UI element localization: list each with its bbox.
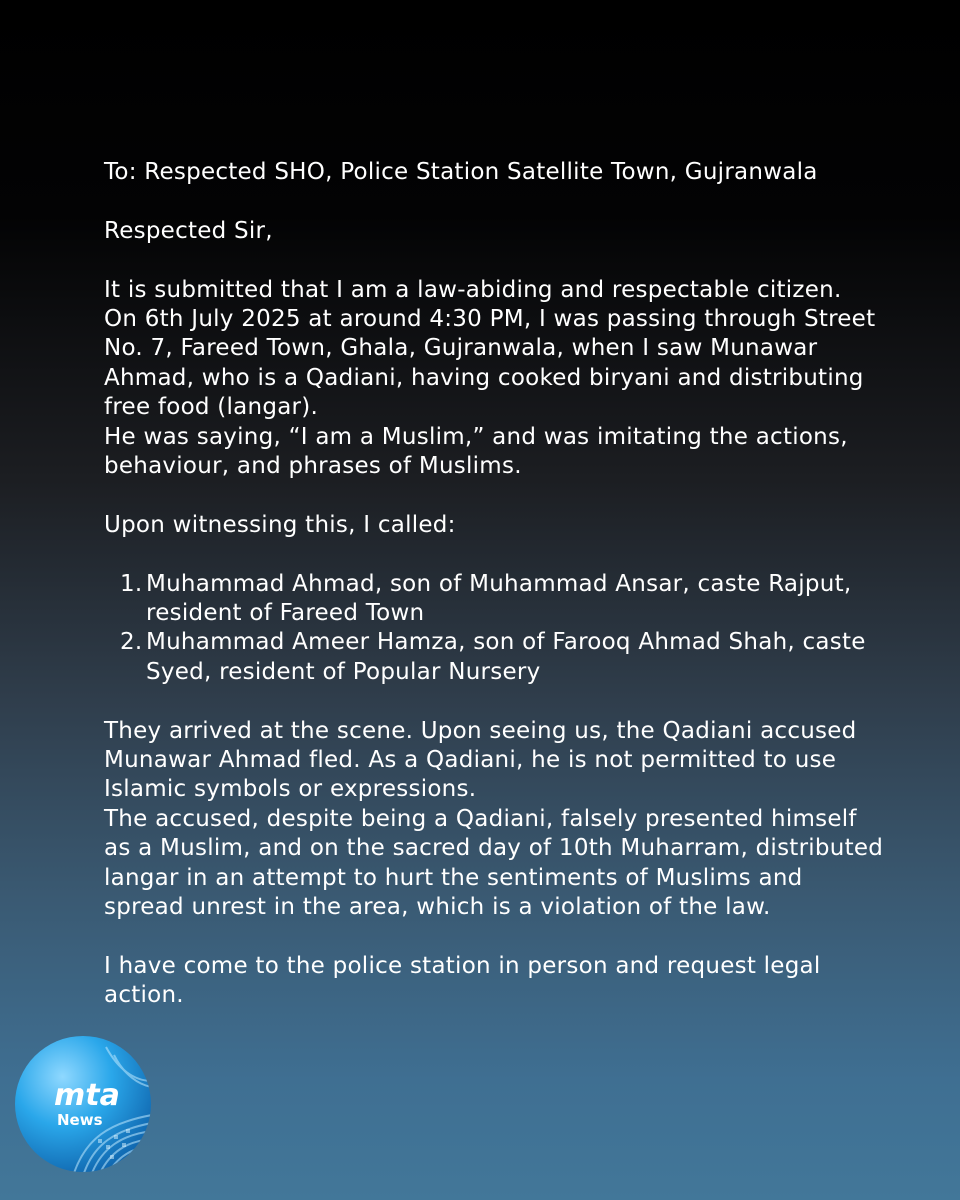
letter-paragraph-2: They arrived at the scene. Upon seeing us, the Qadiani accused Munawar Ahmad fled. As a Qadiani, he is not permitted to use Islamic symbols or expressions. The accused, despite being a Qadiani, falsely presented himself as a Muslim, and on the sacred day of 10th Muharram, distributed langar in an attempt to hurt the sentiments of Muslims and spread unrest in the area, which is a violation of the law. xyxy=(104,717,884,921)
letter-intro-called: Upon witnessing this, I called: xyxy=(104,511,456,538)
logo-subtitle-text: News xyxy=(57,1111,103,1129)
letter-paragraph-1: It is submitted that I am a law-abiding and respectable citizen. On 6th July 2025 at around 4:30 PM, I was passing through Street No. 7, Fareed Town, Ghala, Gujranwala, when I saw Munawar Ahmad, who is a Qadiani, having cooked biryani and distributing free food (langar). He was saying, “I am a Muslim,” and was imitating the actions, behaviour, and phrases of Muslims. xyxy=(104,276,876,480)
witness-list xyxy=(104,570,884,688)
logo-brand-text: mta xyxy=(54,1078,120,1113)
list-item-number: 1. xyxy=(120,570,143,597)
list-item-number: 2. xyxy=(120,629,143,656)
letter-closing: I have come to the police station in person and request legal action. xyxy=(104,952,821,1009)
list-item-text: Muhammad Ahmad, son of Muhammad Ansar, caste Rajput, resident of Fareed Town xyxy=(146,570,852,627)
list-item xyxy=(104,570,884,629)
letter-recipient: To: Respected SHO, Police Station Satellite Town, Gujranwala xyxy=(104,159,818,185)
letter-salutation: Respected Sir, xyxy=(104,217,273,244)
mta-news-logo xyxy=(14,1035,152,1173)
list-item-text: Muhammad Ameer Hamza, son of Farooq Ahmad Shah, caste Syed, resident of Popular Nursery xyxy=(146,629,866,685)
letter-body xyxy=(104,158,884,1011)
list-item xyxy=(104,628,884,687)
mta-news-logo-icon xyxy=(14,1035,152,1173)
